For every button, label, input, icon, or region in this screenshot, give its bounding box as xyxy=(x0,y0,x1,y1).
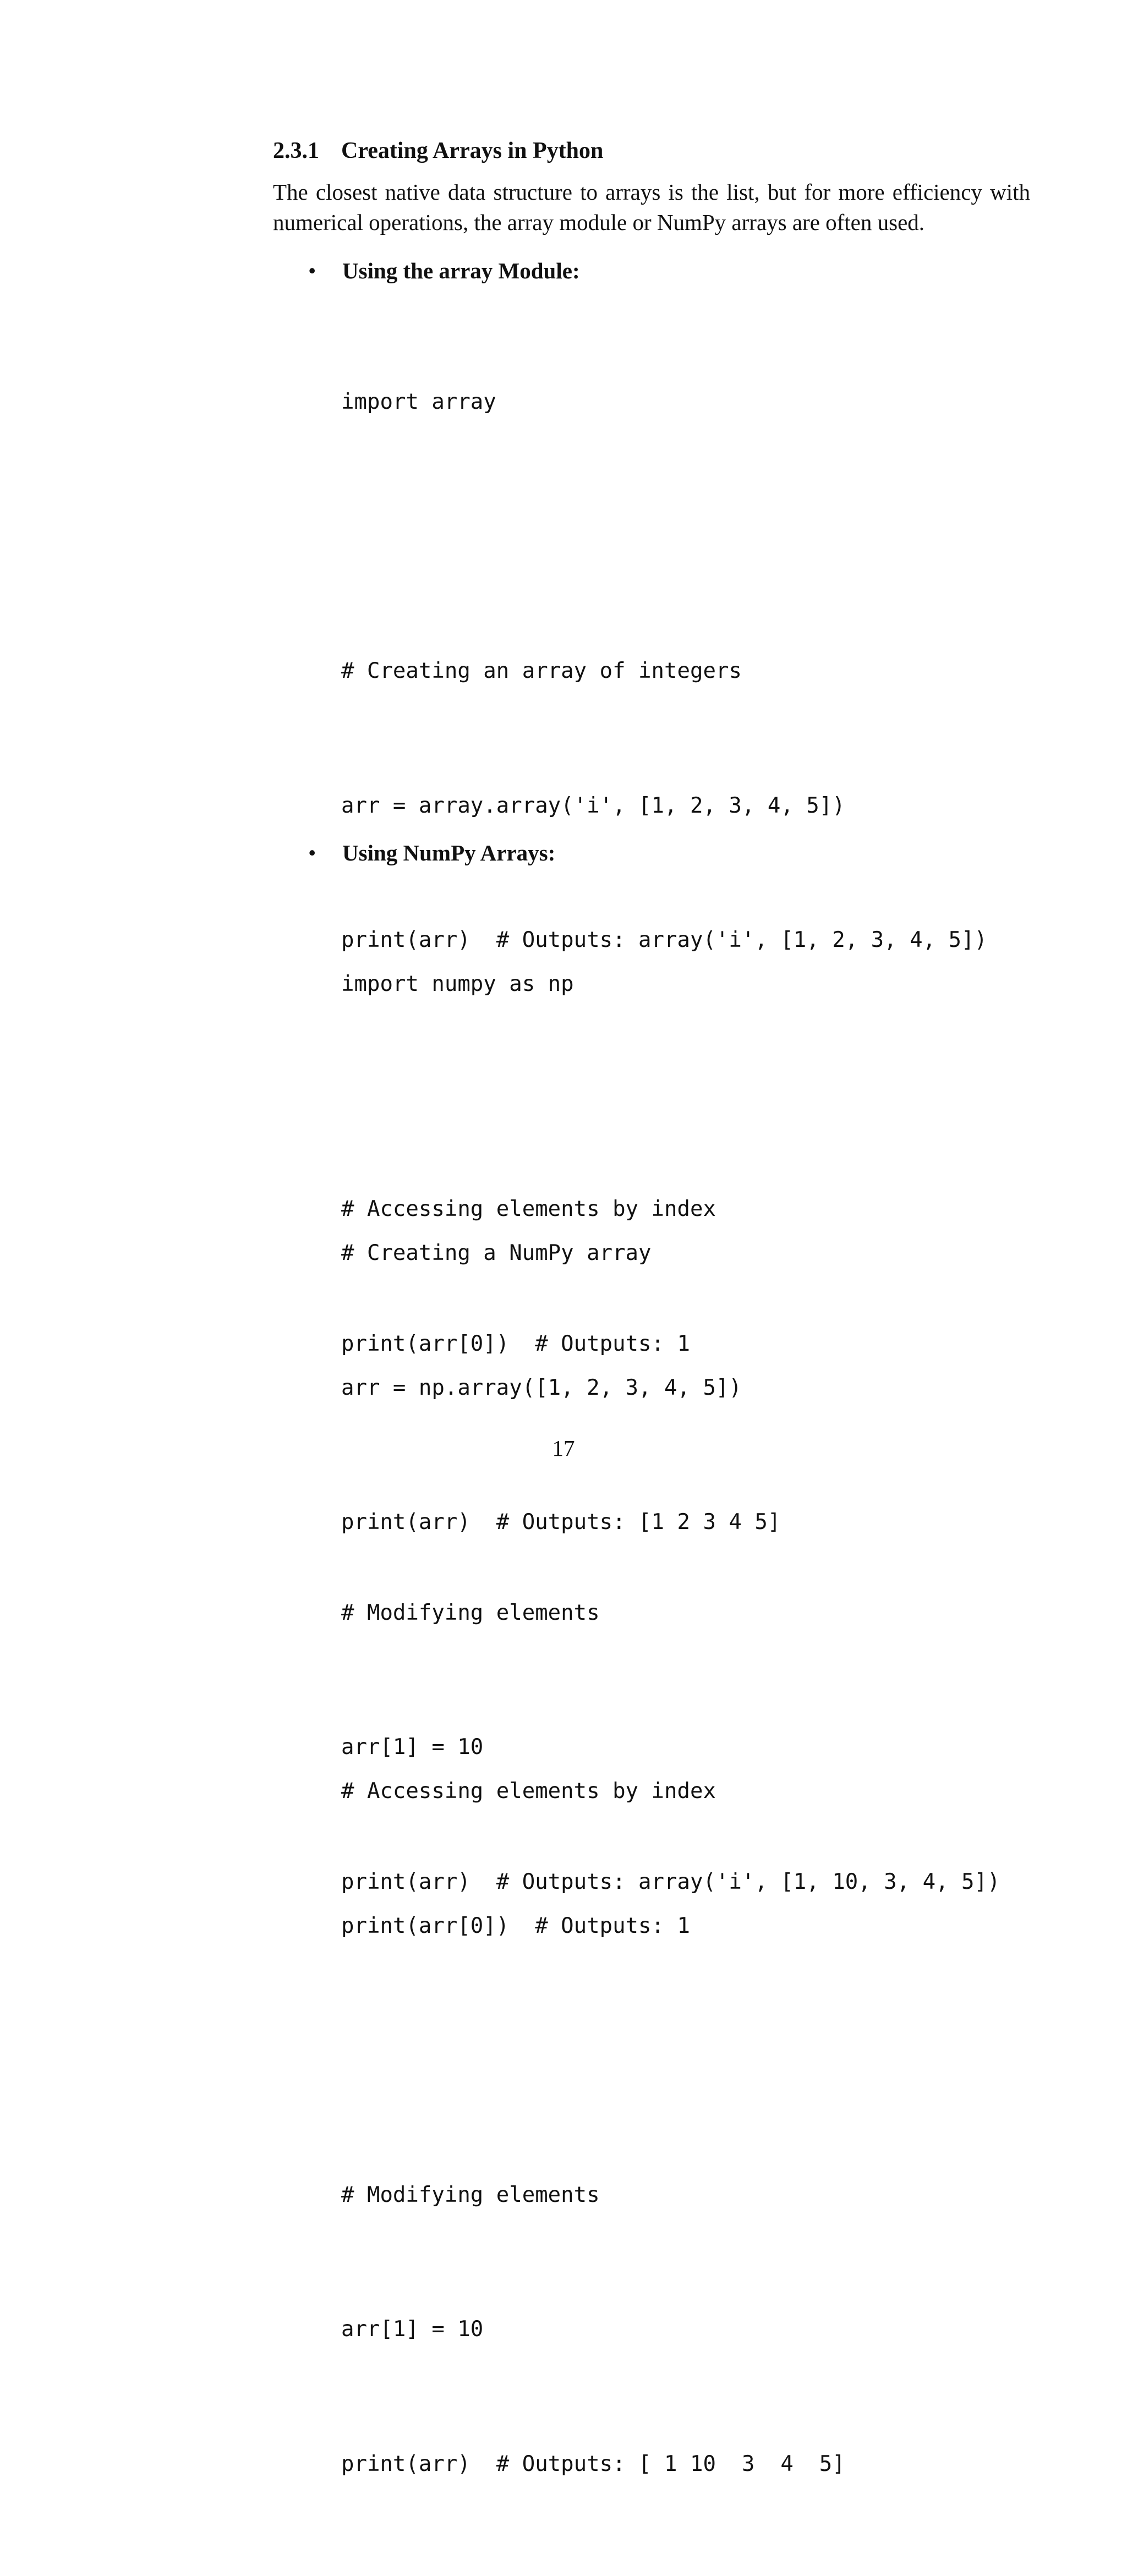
bullet-numpy-arrays xyxy=(308,836,555,869)
code-line: print(arr) # Outputs: array('i', [1, 2, 3, 4, 5]) xyxy=(341,928,987,952)
code-line: # Accessing elements by index xyxy=(341,1197,716,1221)
bullet-array-module xyxy=(308,254,580,287)
bullet-icon: • xyxy=(308,258,316,283)
code-line: print(arr) # Outputs: [1 2 3 4 5] xyxy=(341,1510,781,1534)
code-line: # Modifying elements xyxy=(341,1600,600,1625)
bullet-label: Using the array Module: xyxy=(342,258,580,283)
code-line: arr = np.array([1, 2, 3, 4, 5]) xyxy=(341,1375,742,1400)
code-line: print(arr) # Outputs: [ 1 10 3 4 5] xyxy=(341,2451,845,2476)
code-line: import array xyxy=(341,390,496,414)
code-line: print(arr[0]) # Outputs: 1 xyxy=(341,1913,690,1938)
page-number: 17 xyxy=(552,1435,575,1461)
code-line: # Creating a NumPy array xyxy=(341,1241,652,1265)
code-line xyxy=(341,2038,845,2083)
code-line: arr[1] = 10 xyxy=(341,1735,484,1760)
code-line xyxy=(341,1097,845,1142)
code-line: arr[1] = 10 xyxy=(341,2317,484,2342)
code-line: arr = array.array('i', [1, 2, 3, 4, 5]) xyxy=(341,793,845,818)
code-line: # Accessing elements by index xyxy=(341,1779,716,1804)
bullet-icon: • xyxy=(308,840,316,865)
code-line: print(arr) # Outputs: array('i', [1, 10, 3, 4, 5]) xyxy=(341,1869,1000,1894)
intro-paragraph: The closest native data structure to arrays is the list, but for more efficiency with numerical operations, the array module or NumPy arrays are often used. xyxy=(273,179,1030,235)
code-line xyxy=(341,514,1000,560)
section-number: 2.3.1 xyxy=(273,138,319,163)
code-line: # Modifying elements xyxy=(341,2182,600,2207)
code-line xyxy=(341,1635,845,1680)
section-heading xyxy=(273,134,603,167)
code-block-numpy xyxy=(341,872,845,2576)
section-title: Creating Arrays in Python xyxy=(341,138,604,163)
code-line: import numpy as np xyxy=(341,972,574,996)
code-line: # Creating an array of integers xyxy=(341,659,742,683)
bullet-label: Using NumPy Arrays: xyxy=(342,840,556,865)
code-line: print(arr[0]) # Outputs: 1 xyxy=(341,1331,690,1356)
